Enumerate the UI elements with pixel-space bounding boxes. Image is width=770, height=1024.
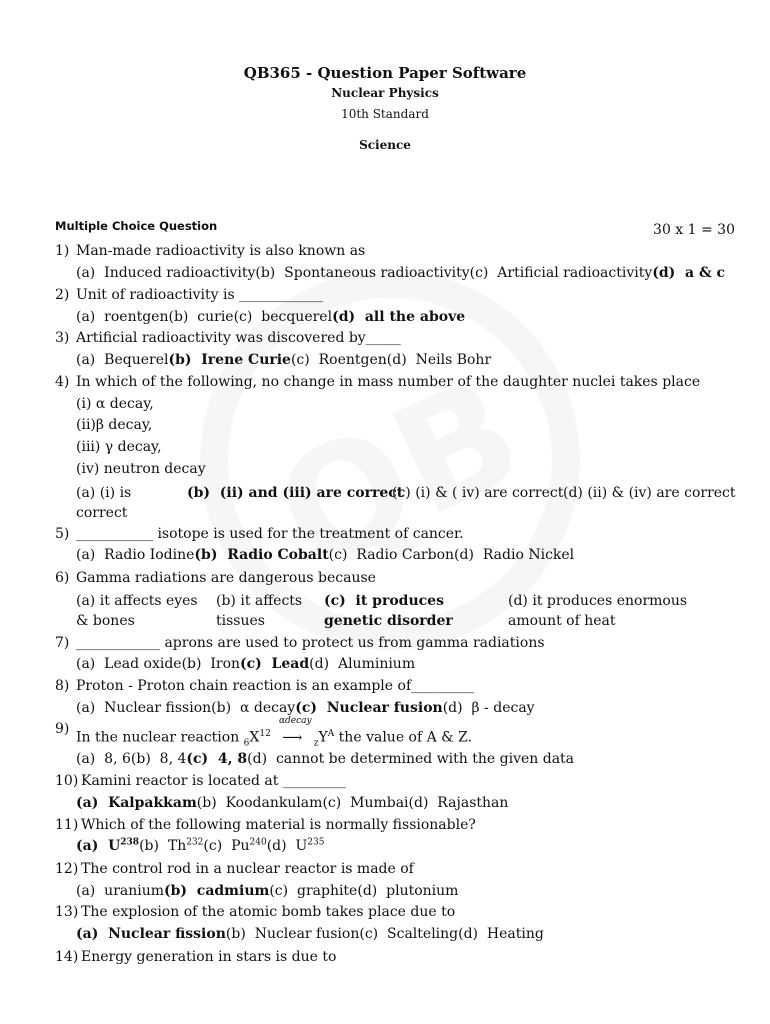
question-number: 10)	[55, 773, 79, 789]
question-number: 7)	[55, 635, 70, 651]
sub-item: (ii)β decay,	[76, 417, 153, 433]
question-text: Kamini reactor is located at _________	[81, 773, 346, 789]
option-b: (b) Th$^{232}$	[139, 837, 204, 854]
option-b-answer: (b) Radio Cobalt	[194, 547, 329, 563]
options-row	[76, 795, 508, 811]
option-b-answer: (b) (ii) and (iii) are correct	[187, 485, 404, 501]
option-b: (b) Koodankulam	[196, 795, 323, 811]
question-number: 5)	[55, 526, 70, 542]
option-d: (d) β - decay	[442, 700, 535, 716]
option-b: (b) Spontaneous radioactivity	[255, 265, 470, 281]
option-c-answer: (c) it produces genetic disorder	[324, 593, 453, 629]
option-c: (c) Radio Carbon	[328, 547, 455, 563]
option-c: (c) Artificial radioactivity	[469, 265, 653, 281]
option-d: (d) Radio Nickel	[454, 547, 575, 563]
option-b-answer: (b) Irene Curie	[168, 352, 291, 368]
option-a: (a) uranium	[76, 883, 165, 899]
options-row	[76, 309, 465, 325]
options-row	[76, 883, 458, 899]
question-text: Which of the following material is normally fissionable?	[81, 817, 476, 833]
option-b-answer: (b) cadmium	[164, 883, 270, 899]
page-title: QB365 - Question Paper Software	[243, 64, 527, 82]
subject-title: Nuclear Physics	[331, 86, 439, 100]
option-b: (b) α decay	[211, 700, 296, 716]
question-number: 12)	[55, 861, 79, 877]
option-d: (d) Neils Bohr	[386, 352, 492, 368]
option-a-answer: (a) Kalpakkam	[76, 795, 197, 811]
options-row	[76, 265, 725, 281]
option-a-answer: (a) Nuclear fission	[76, 926, 226, 942]
option-d: (d) Heating	[458, 926, 544, 942]
option-a: (a) 8, 6	[76, 751, 131, 767]
option-d: (d) Aluminium	[309, 656, 416, 672]
option-d: (d) Rajasthan	[408, 795, 509, 811]
reaction-z-sub: 6	[243, 738, 250, 749]
options-row	[76, 751, 574, 767]
option-c-answer: (c) 4, 8	[186, 751, 248, 767]
question-number: 13)	[55, 904, 79, 920]
option-a: (a) Radio Iodine	[76, 547, 195, 563]
question-text: In which of the following, no change in mass number of the daughter nuclei takes place	[76, 374, 701, 390]
option-a-answer: (a) $U^{238}$	[76, 837, 140, 854]
option-d: (d) (ii) & (iv) are correct	[563, 485, 736, 501]
question-number: 6)	[55, 570, 70, 586]
question-text: ____________ aprons are used to protect us from gamma radiations	[76, 635, 545, 651]
question-number: 2)	[55, 287, 70, 303]
option-c: (c) Pu$^{240}$	[203, 837, 267, 854]
question-number: 8)	[55, 678, 70, 694]
option-d-answer: (d) a & c	[652, 265, 726, 281]
sub-item: (iii) γ decay,	[76, 439, 162, 455]
reaction-arrow: αdecay ⟶	[278, 715, 312, 746]
question-text: The control rod in a nuclear reactor is made of	[81, 861, 414, 877]
option-b: (b) curie	[168, 309, 234, 325]
option-c: (c) (i) & ( iv) are correct	[392, 485, 564, 501]
option-b: (b) it affects tissues	[216, 593, 303, 629]
option-a: (a) (i) is correct	[76, 485, 132, 521]
option-a: (a) roentgen	[76, 309, 169, 325]
option-d: (d) cannot be determined with the given data	[247, 751, 575, 767]
science-label: Science	[359, 138, 411, 152]
options-row	[76, 656, 415, 672]
question-number: 3)	[55, 330, 70, 346]
option-a: (a) Lead oxide	[76, 656, 182, 672]
option-c: (c) Roentgen	[290, 352, 387, 368]
option-a: (a) Bequerel	[76, 352, 169, 368]
option-d: (d) $U^{235}$	[266, 837, 325, 854]
options-row	[76, 591, 746, 633]
section-marks: 30 x 1 = 30	[653, 222, 735, 238]
question-number: 9)	[55, 721, 70, 737]
option-b: (b) 8, 4	[130, 751, 187, 767]
question-number: 14)	[55, 949, 79, 965]
option-c-answer: (c) Nuclear fusion	[295, 700, 443, 716]
question-text: The explosion of the atomic bomb takes place due to	[81, 904, 456, 920]
option-b: (b) Nuclear fusion	[225, 926, 360, 942]
option-c-answer: (c) Lead	[240, 656, 310, 672]
question-number: 4)	[55, 374, 70, 390]
question-number: 1)	[55, 243, 70, 259]
sub-item: (iv) neutron decay	[76, 461, 206, 477]
sub-item: (i) α decay,	[76, 396, 154, 412]
question-text: Proton - Proton chain reaction is an example of_________	[76, 678, 475, 694]
options-row	[76, 700, 535, 716]
option-d: (d) it produces enormous amount of heat	[508, 593, 688, 629]
section-heading: Multiple Choice Question	[55, 219, 218, 233]
question-text: Man-made radioactivity is also known as	[76, 243, 366, 259]
options-row	[76, 547, 574, 563]
question-text: ___________ isotope is used for the treatment of cancer.	[76, 526, 464, 542]
option-d: (d) plutonium	[357, 883, 459, 899]
standard-label: 10th Standard	[341, 107, 429, 121]
option-b: (b) Iron	[181, 656, 241, 672]
options-row	[76, 483, 746, 525]
option-c: (c) Scalteling	[359, 926, 459, 942]
options-row	[76, 352, 491, 368]
option-a: (a) it affects eyes & bones	[76, 593, 198, 629]
option-c: (c) becquerel	[233, 309, 333, 325]
option-c: (c) Mumbai	[322, 795, 409, 811]
question-text: Unit of radioactivity is ____________	[76, 287, 324, 303]
options-row	[76, 926, 544, 942]
question-number: 11)	[55, 817, 79, 833]
question-text: Energy generation in stars is due to	[81, 949, 337, 965]
option-d-answer: (d) all the above	[332, 309, 466, 325]
option-c: (c) graphite	[269, 883, 358, 899]
question-text: Gamma radiations are dangerous because	[76, 570, 376, 586]
question-text: Artificial radioactivity was discovered by_____	[76, 330, 401, 346]
options-row	[76, 837, 324, 854]
question-text: In the nuclear reaction $_6X^{12}$ αdecay ⟶ $_zY^A$ the value of A & Z.	[76, 715, 473, 749]
option-a: (a) Induced radioactivity	[76, 265, 256, 281]
option-a: (a) Nuclear fission	[76, 700, 212, 716]
